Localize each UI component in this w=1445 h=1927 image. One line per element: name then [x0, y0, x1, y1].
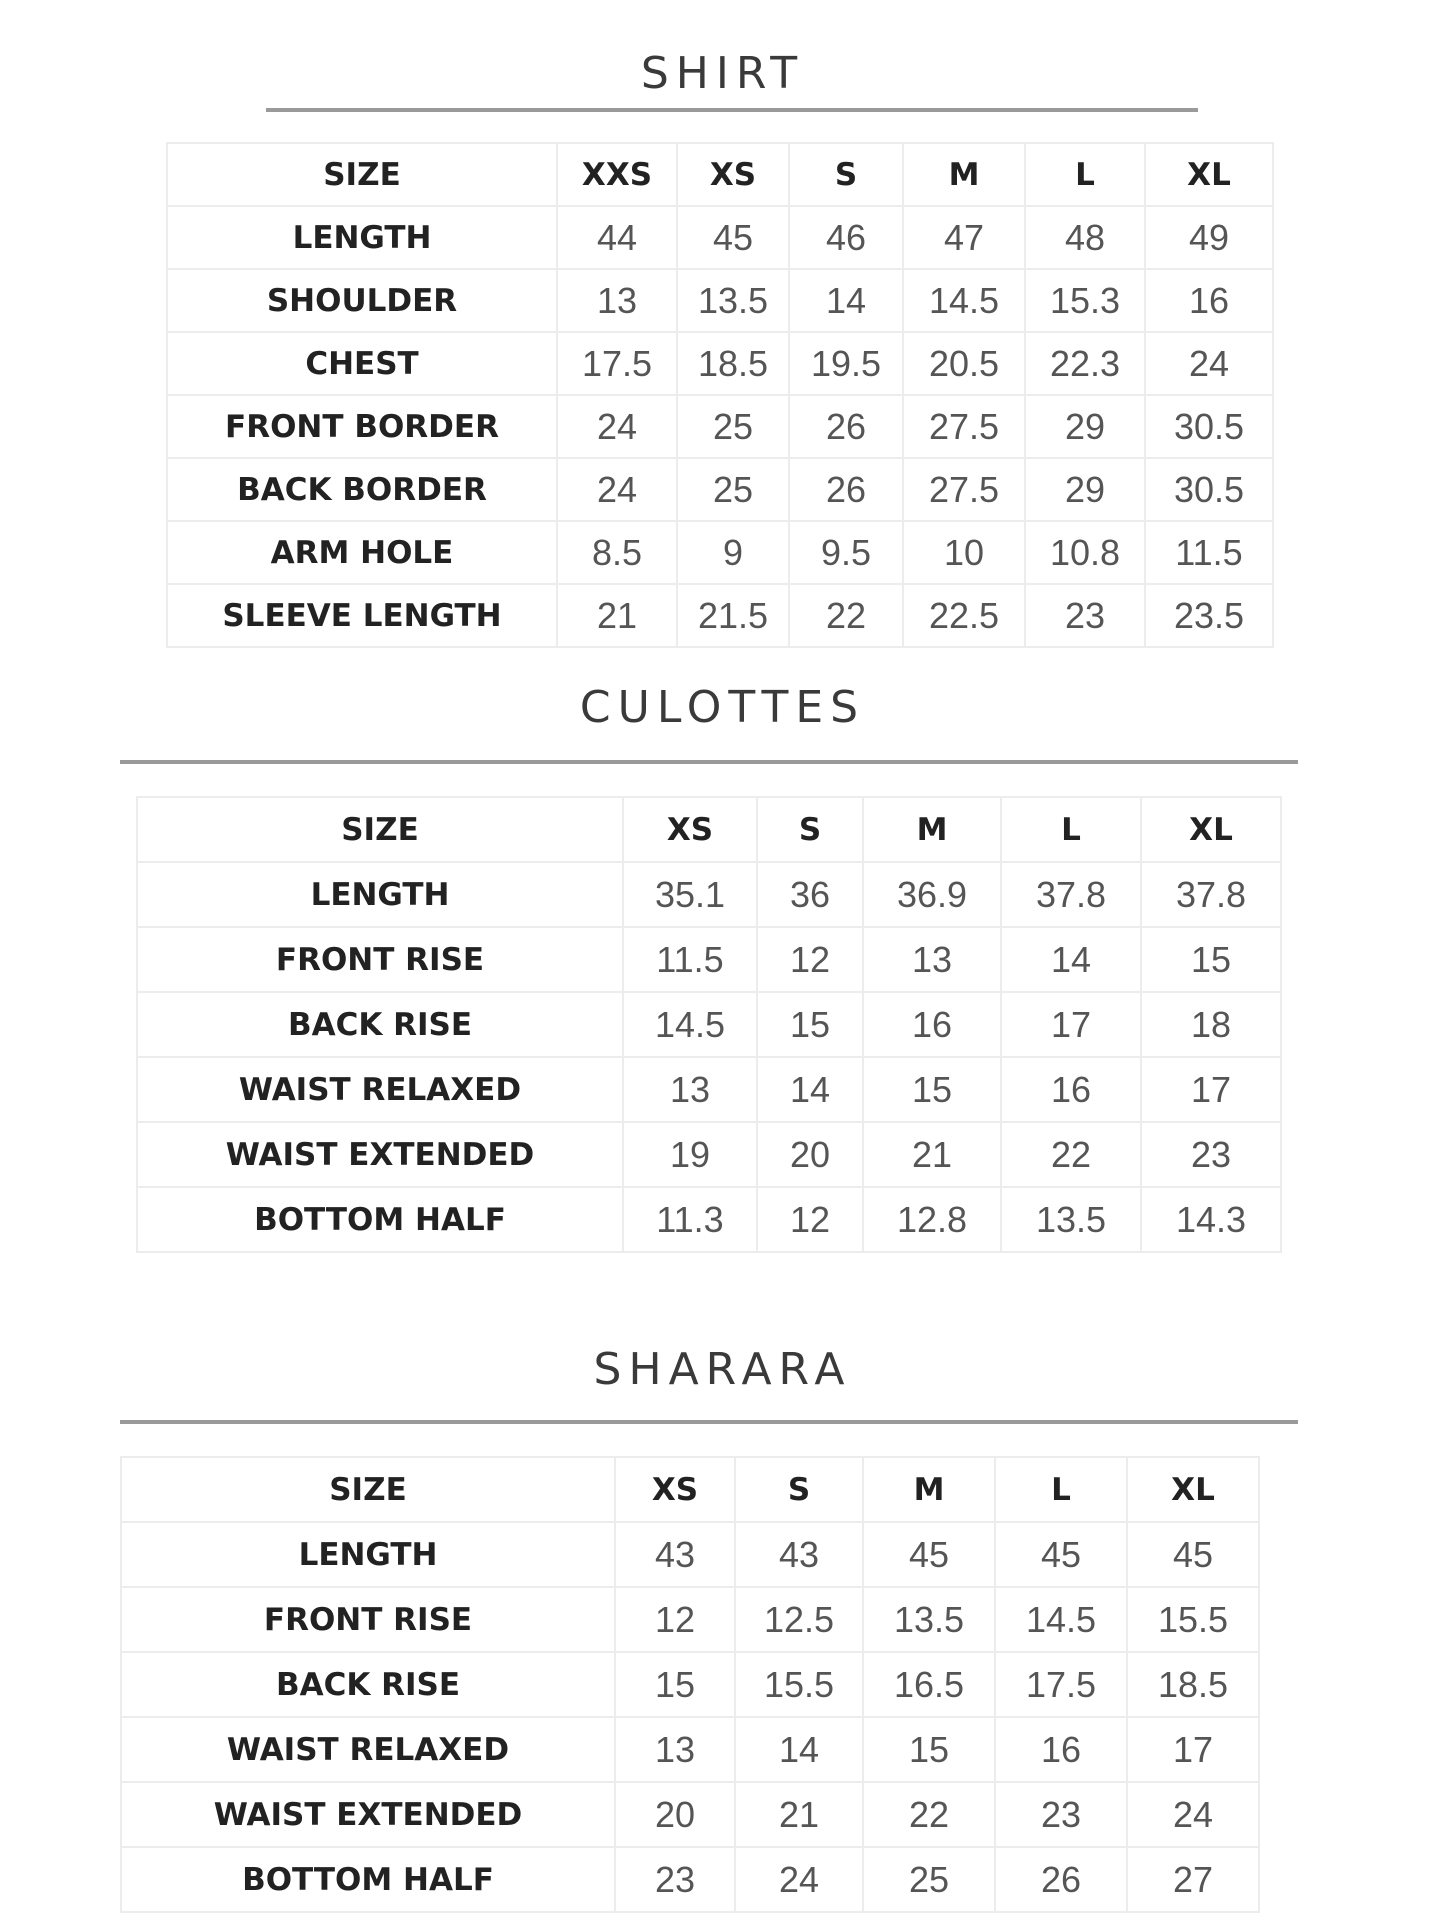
shirt-measurement-cell: 47	[903, 206, 1025, 269]
sharara-measurement-cell: 15.5	[1127, 1587, 1259, 1652]
sharara-measurement-cell: 15.5	[735, 1652, 863, 1717]
shirt-title: SHIRT	[640, 48, 805, 99]
sharara-measurement-cell: 45	[1127, 1522, 1259, 1587]
sharara-measurement-cell: 23	[615, 1847, 735, 1912]
sharara-measurement-cell: 24	[735, 1847, 863, 1912]
culottes-measurement-cell: 37.8	[1001, 862, 1141, 927]
sharara-size-header: SIZE	[121, 1457, 615, 1522]
shirt-measurement-cell: 29	[1025, 395, 1145, 458]
shirt-measurement-cell: 13	[557, 269, 677, 332]
culottes-measurement-cell: 14.3	[1141, 1187, 1281, 1252]
culottes-measurement-cell: 18	[1141, 992, 1281, 1057]
sharara-measurement-cell: 22	[863, 1782, 995, 1847]
shirt-measurement-cell: 24	[1145, 332, 1273, 395]
shirt-measurement-cell: 21.5	[677, 584, 789, 647]
sharara-row-bottom-half	[121, 1847, 1259, 1912]
sharara-divider	[120, 1420, 1298, 1424]
culottes-row-label: LENGTH	[137, 862, 623, 927]
shirt-row-label: FRONT BORDER	[167, 395, 557, 458]
culottes-row-waist-relaxed	[137, 1057, 1281, 1122]
shirt-measurement-cell: 15.3	[1025, 269, 1145, 332]
shirt-measurement-cell: 8.5	[557, 521, 677, 584]
shirt-row-label: SLEEVE LENGTH	[167, 584, 557, 647]
culottes-measurement-cell: 15	[863, 1057, 1001, 1122]
shirt-row-chest	[167, 332, 1273, 395]
culottes-measurement-cell: 13	[623, 1057, 757, 1122]
culottes-row-length	[137, 862, 1281, 927]
sharara-row-label: FRONT RISE	[121, 1587, 615, 1652]
shirt-measurement-cell: 26	[789, 395, 903, 458]
shirt-measurement-cell: 48	[1025, 206, 1145, 269]
sharara-measurement-cell: 45	[863, 1522, 995, 1587]
shirt-measurement-cell: 13.5	[677, 269, 789, 332]
shirt-divider	[266, 108, 1198, 112]
culottes-measurement-cell: 17	[1141, 1057, 1281, 1122]
sharara-measurement-cell: 45	[995, 1522, 1127, 1587]
shirt-row-sleeve-length	[167, 584, 1273, 647]
shirt-measurement-cell: 17.5	[557, 332, 677, 395]
sharara-measurement-cell: 16	[995, 1717, 1127, 1782]
sharara-measurement-cell: 14	[735, 1717, 863, 1782]
shirt-measurement-cell: 24	[557, 395, 677, 458]
shirt-size-table	[166, 142, 1274, 648]
sharara-row-label: BACK RISE	[121, 1652, 615, 1717]
sharara-row-label: BOTTOM HALF	[121, 1847, 615, 1912]
sharara-measurement-cell: 18.5	[1127, 1652, 1259, 1717]
shirt-measurement-cell: 27.5	[903, 458, 1025, 521]
culottes-row-label: WAIST EXTENDED	[137, 1122, 623, 1187]
shirt-measurement-cell: 21	[557, 584, 677, 647]
culottes-measurement-cell: 11.3	[623, 1187, 757, 1252]
culottes-row-bottom-half	[137, 1187, 1281, 1252]
culottes-measurement-cell: 23	[1141, 1122, 1281, 1187]
shirt-table-body	[167, 143, 1273, 647]
culottes-size-s-header: S	[757, 797, 863, 862]
culottes-measurement-cell: 12	[757, 1187, 863, 1252]
shirt-measurement-cell: 9.5	[789, 521, 903, 584]
culottes-size-l-header: L	[1001, 797, 1141, 862]
culottes-measurement-cell: 21	[863, 1122, 1001, 1187]
sharara-measurement-cell: 15	[863, 1717, 995, 1782]
shirt-measurement-cell: 10	[903, 521, 1025, 584]
sharara-row-label: WAIST EXTENDED	[121, 1782, 615, 1847]
shirt-measurement-cell: 23.5	[1145, 584, 1273, 647]
culottes-size-xl-header: XL	[1141, 797, 1281, 862]
culottes-measurement-cell: 13	[863, 927, 1001, 992]
shirt-measurement-cell: 23	[1025, 584, 1145, 647]
culottes-measurement-cell: 37.8	[1141, 862, 1281, 927]
shirt-size-m-header: M	[903, 143, 1025, 206]
culottes-row-front-rise	[137, 927, 1281, 992]
sharara-size-xs-header: XS	[615, 1457, 735, 1522]
sharara-measurement-cell: 21	[735, 1782, 863, 1847]
sharara-size-table	[120, 1456, 1260, 1913]
shirt-row-label: ARM HOLE	[167, 521, 557, 584]
shirt-measurement-cell: 14	[789, 269, 903, 332]
shirt-measurement-cell: 45	[677, 206, 789, 269]
shirt-measurement-cell: 16	[1145, 269, 1273, 332]
shirt-row-label: BACK BORDER	[167, 458, 557, 521]
culottes-measurement-cell: 35.1	[623, 862, 757, 927]
shirt-size-l-header: L	[1025, 143, 1145, 206]
sharara-measurement-cell: 12.5	[735, 1587, 863, 1652]
culottes-row-waist-extended	[137, 1122, 1281, 1187]
culottes-divider	[120, 760, 1298, 764]
sharara-measurement-cell: 17	[1127, 1717, 1259, 1782]
shirt-measurement-cell: 22.3	[1025, 332, 1145, 395]
sharara-row-front-rise	[121, 1587, 1259, 1652]
shirt-measurement-cell: 49	[1145, 206, 1273, 269]
shirt-row-back-border	[167, 458, 1273, 521]
shirt-size-xs-header: XS	[677, 143, 789, 206]
shirt-row-length	[167, 206, 1273, 269]
culottes-size-m-header: M	[863, 797, 1001, 862]
culottes-row-label: BOTTOM HALF	[137, 1187, 623, 1252]
culottes-row-back-rise	[137, 992, 1281, 1057]
shirt-measurement-cell: 19.5	[789, 332, 903, 395]
culottes-header-row	[137, 797, 1281, 862]
culottes-measurement-cell: 12	[757, 927, 863, 992]
sharara-measurement-cell: 24	[1127, 1782, 1259, 1847]
culottes-size-table	[136, 796, 1282, 1253]
shirt-measurement-cell: 29	[1025, 458, 1145, 521]
shirt-row-shoulder	[167, 269, 1273, 332]
sharara-row-back-rise	[121, 1652, 1259, 1717]
shirt-measurement-cell: 22	[789, 584, 903, 647]
sharara-measurement-cell: 27	[1127, 1847, 1259, 1912]
sharara-measurement-cell: 16.5	[863, 1652, 995, 1717]
culottes-row-label: BACK RISE	[137, 992, 623, 1057]
culottes-measurement-cell: 15	[1141, 927, 1281, 992]
sharara-measurement-cell: 25	[863, 1847, 995, 1912]
culottes-measurement-cell: 17	[1001, 992, 1141, 1057]
culottes-measurement-cell: 36.9	[863, 862, 1001, 927]
culottes-measurement-cell: 14	[757, 1057, 863, 1122]
sharara-measurement-cell: 26	[995, 1847, 1127, 1912]
culottes-measurement-cell: 16	[863, 992, 1001, 1057]
culottes-table-body	[137, 797, 1281, 1252]
sharara-measurement-cell: 13	[615, 1717, 735, 1782]
shirt-measurement-cell: 14.5	[903, 269, 1025, 332]
culottes-measurement-cell: 20	[757, 1122, 863, 1187]
shirt-measurement-cell: 46	[789, 206, 903, 269]
shirt-row-arm-hole	[167, 521, 1273, 584]
sharara-measurement-cell: 23	[995, 1782, 1127, 1847]
shirt-measurement-cell: 18.5	[677, 332, 789, 395]
sharara-measurement-cell: 15	[615, 1652, 735, 1717]
sharara-row-label: WAIST RELAXED	[121, 1717, 615, 1782]
shirt-measurement-cell: 30.5	[1145, 395, 1273, 458]
shirt-measurement-cell: 44	[557, 206, 677, 269]
sharara-table-body	[121, 1457, 1259, 1912]
culottes-title: CULOTTES	[579, 682, 866, 733]
culottes-measurement-cell: 12.8	[863, 1187, 1001, 1252]
culottes-measurement-cell: 14.5	[623, 992, 757, 1057]
culottes-measurement-cell: 22	[1001, 1122, 1141, 1187]
shirt-measurement-cell: 30.5	[1145, 458, 1273, 521]
culottes-measurement-cell: 19	[623, 1122, 757, 1187]
sharara-size-s-header: S	[735, 1457, 863, 1522]
shirt-measurement-cell: 25	[677, 395, 789, 458]
sharara-measurement-cell: 12	[615, 1587, 735, 1652]
culottes-row-label: FRONT RISE	[137, 927, 623, 992]
culottes-measurement-cell: 16	[1001, 1057, 1141, 1122]
culottes-measurement-cell: 13.5	[1001, 1187, 1141, 1252]
shirt-measurement-cell: 26	[789, 458, 903, 521]
sharara-size-m-header: M	[863, 1457, 995, 1522]
sharara-measurement-cell: 43	[735, 1522, 863, 1587]
shirt-row-front-border	[167, 395, 1273, 458]
sharara-measurement-cell: 20	[615, 1782, 735, 1847]
sharara-measurement-cell: 13.5	[863, 1587, 995, 1652]
shirt-measurement-cell: 11.5	[1145, 521, 1273, 584]
sharara-size-l-header: L	[995, 1457, 1127, 1522]
shirt-measurement-cell: 24	[557, 458, 677, 521]
sharara-row-label: LENGTH	[121, 1522, 615, 1587]
culottes-size-xs-header: XS	[623, 797, 757, 862]
sharara-measurement-cell: 14.5	[995, 1587, 1127, 1652]
shirt-row-label: SHOULDER	[167, 269, 557, 332]
culottes-measurement-cell: 14	[1001, 927, 1141, 992]
sharara-measurement-cell: 43	[615, 1522, 735, 1587]
shirt-row-label: LENGTH	[167, 206, 557, 269]
sharara-title: SHARARA	[593, 1344, 852, 1395]
shirt-header-row	[167, 143, 1273, 206]
sharara-measurement-cell: 17.5	[995, 1652, 1127, 1717]
shirt-measurement-cell: 22.5	[903, 584, 1025, 647]
shirt-row-label: CHEST	[167, 332, 557, 395]
culottes-measurement-cell: 36	[757, 862, 863, 927]
shirt-measurement-cell: 27.5	[903, 395, 1025, 458]
sharara-row-length	[121, 1522, 1259, 1587]
sharara-header-row	[121, 1457, 1259, 1522]
shirt-measurement-cell: 25	[677, 458, 789, 521]
culottes-measurement-cell: 15	[757, 992, 863, 1057]
shirt-measurement-cell: 9	[677, 521, 789, 584]
shirt-size-s-header: S	[789, 143, 903, 206]
shirt-size-xl-header: XL	[1145, 143, 1273, 206]
sharara-row-waist-relaxed	[121, 1717, 1259, 1782]
shirt-size-header: SIZE	[167, 143, 557, 206]
culottes-row-label: WAIST RELAXED	[137, 1057, 623, 1122]
culottes-size-header: SIZE	[137, 797, 623, 862]
shirt-measurement-cell: 10.8	[1025, 521, 1145, 584]
sharara-size-xl-header: XL	[1127, 1457, 1259, 1522]
sharara-row-waist-extended	[121, 1782, 1259, 1847]
culottes-measurement-cell: 11.5	[623, 927, 757, 992]
shirt-measurement-cell: 20.5	[903, 332, 1025, 395]
shirt-size-xxs-header: XXS	[557, 143, 677, 206]
